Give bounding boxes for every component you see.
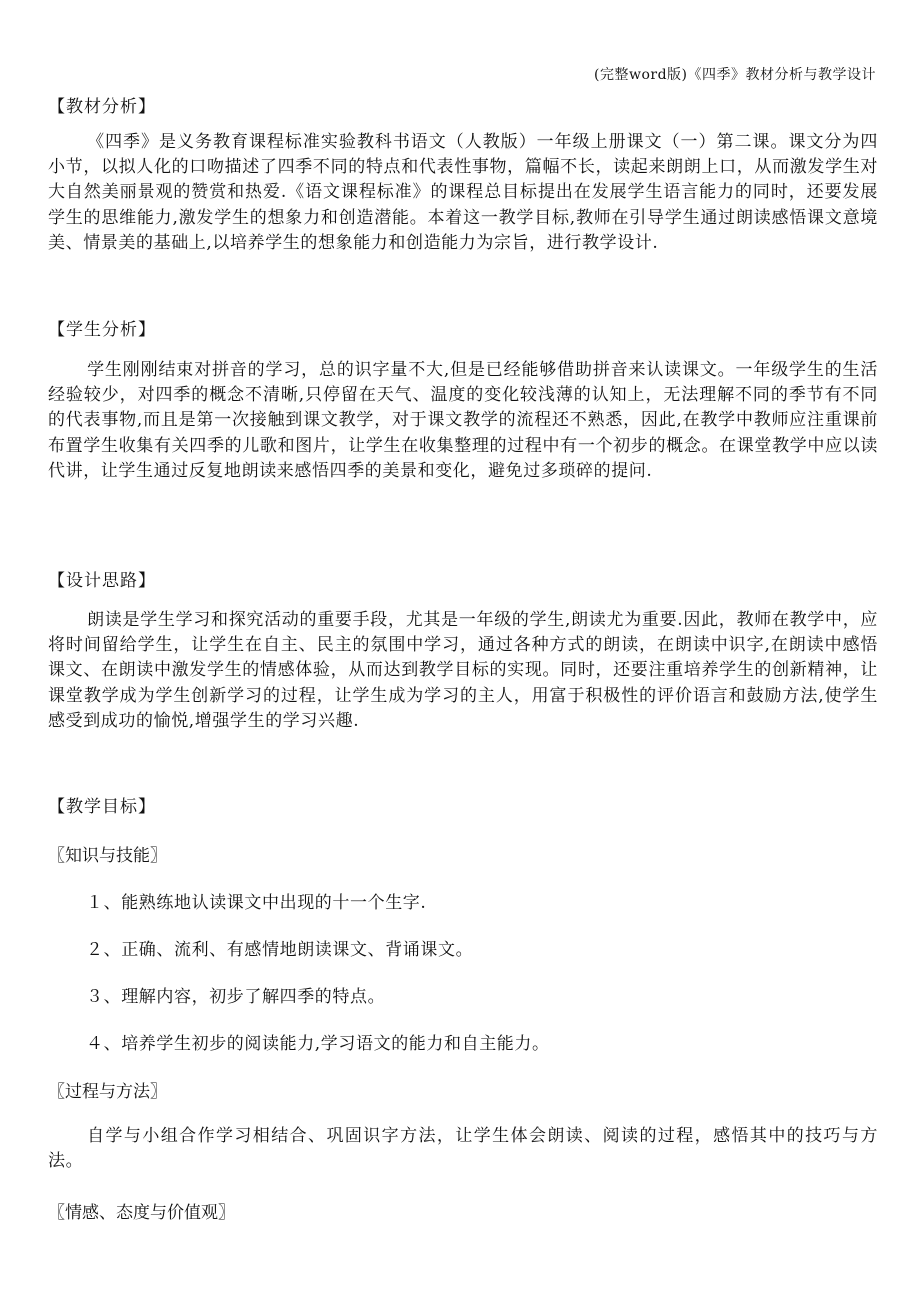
paragraph-student-analysis: 学生刚刚结束对拼音的学习，总的识字量不大,但是已经能够借助拼音来认读课文。一年级学生的生活经验较少，对四季的概念不清晰,只停留在天气、温度的变化较浅薄的认知上，无法理解不同的季节有不同的代表事物,而且是第一次接触到课文教学，对于课文教学的流程还不熟悉，因此,在教学中教师应注重课前布置学生收集有关四季的儿歌和图片，让学生在收集整理的过程中有一个初步的概念。在课堂教学中应以读代讲，让学生通过反复地朗读来感悟四季的美景和变化，避免过多琐碎的提问. [48, 360, 878, 481]
paragraph-design-ideas: 朗读是学生学习和探究活动的重要手段，尤其是一年级的学生,朗读尤为重要.因此，教师在教学中，应将时间留给学生，让学生在自主、民主的氛围中学习，通过各种方式的朗读，在朗读中识字,在朗读中感悟课文、在朗读中激发学生的情感体验，从而达到教学目标的实现。同时，还要注重培养学生的创新精神，让课堂教学成为学生创新学习的过程，让学生成为学习的主人，用富于积极性的评价语言和鼓励方法,使学生感受到成功的愉悦,增强学生的学习兴趣. [48, 610, 878, 731]
subheading-process-methods: 〖过程与方法〗 [48, 1082, 167, 1102]
section-heading-teaching-goals: 【教学目标】 [48, 797, 156, 817]
goal-item-1: １、能熟练地认读课文中出现的十一个生字. [86, 893, 427, 913]
goal-item-3: ３、理解内容，初步了解四季的特点。 [86, 987, 386, 1007]
section-heading-student-analysis: 【学生分析】 [48, 320, 156, 340]
section-heading-textbook-analysis: 【教材分析】 [48, 97, 156, 117]
paragraph-process-methods: 自学与小组合作学习相结合、巩固识字方法，让学生体会朗读、阅读的过程，感悟其中的技巧与方法。 [48, 1126, 878, 1172]
paragraph-textbook-analysis: 《四季》是义务教育课程标准实验教科书语文（人教版）一年级上册课文（一）第二课。课文分为四小节，以拟人化的口吻描述了四季不同的特点和代表性事物，篇幅不长，读起来朗朗上口，从而激发学生对大自然美丽景观的赞赏和热爱.《语文课程标准》的课程总目标提出在发展学生语言能力的同时，还要发展学生的思维能力,激发学生的想象力和创造潜能。本着这一教学目标,教师在引导学生通过朗读感悟课文意境美、情景美的基础上,以培养学生的想象能力和创造能力为宗旨，进行教学设计. [48, 132, 878, 253]
section-heading-design-ideas: 【设计思路】 [48, 571, 156, 591]
goal-item-4: ４、培养学生初步的阅读能力,学习语文的能力和自主能力。 [86, 1034, 550, 1054]
document-header: (完整word版)《四季》教材分析与教学设计 [594, 67, 876, 83]
goal-item-2: ２、正确、流利、有感情地朗读课文、背诵课文。 [86, 940, 474, 960]
subheading-emotion-values: 〖情感、态度与价值观〗 [48, 1203, 235, 1223]
subheading-knowledge-skills: 〖知识与技能〗 [48, 846, 167, 866]
